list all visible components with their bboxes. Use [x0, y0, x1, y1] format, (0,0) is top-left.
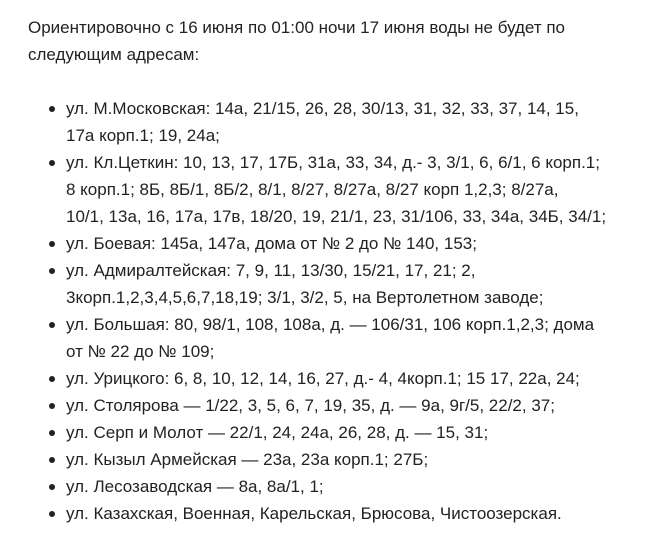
- address-item: [28, 95, 627, 149]
- address-line: ул. Большая: 80, 98/1, 108, 108а, д. — 106/31, 106 корп.1,2,3; дома: [66, 315, 595, 334]
- address-line: ул. Кл.Цеткин: 10, 13, 17, 17Б, 31а, 33, 34, д.- 3, 3/1, 6, 6/1, 6 корп.1;: [66, 153, 600, 172]
- address-item: [28, 419, 627, 446]
- intro-line: следующим адресам:: [28, 45, 200, 64]
- address-line: ул. Боевая: 145а, 147а, дома от № 2 до № 140, 153;: [66, 234, 477, 253]
- address-line: ул. Казахская, Военная, Карельская, Брюсова, Чистоозерская.: [66, 504, 562, 523]
- address-line: 8 корп.1; 8Б, 8Б/1, 8Б/2, 8/1, 8/27, 8/27а, 8/27 корп 1,2,3; 8/27а,: [66, 180, 559, 199]
- address-item: [28, 311, 627, 365]
- address-line: 10/1, 13а, 16, 17а, 17в, 18/20, 19, 21/1, 23, 31/106, 33, 34а, 34Б, 34/1;: [66, 207, 607, 226]
- address-item: [28, 473, 627, 500]
- address-item: [28, 500, 627, 527]
- address-line: ул. Лесозаводская — 8а, 8а/1, 1;: [66, 477, 324, 496]
- address-list: [28, 95, 627, 527]
- address-line: ул. Урицкого: 6, 8, 10, 12, 14, 16, 27, д.- 4, 4корп.1; 15 17, 22а, 24;: [66, 369, 580, 388]
- address-line: 17а корп.1; 19, 24а;: [66, 126, 220, 145]
- address-line: ул. Кызыл Армейская — 23а, 23а корп.1; 27Б;: [66, 450, 429, 469]
- address-item: [28, 257, 627, 311]
- address-item: [28, 392, 627, 419]
- intro-line: Ориентировочно с 16 июня по 01:00 ночи 17 июня воды не будет по: [28, 18, 565, 37]
- address-item: [28, 446, 627, 473]
- address-line: ул. Адмиралтейская: 7, 9, 11, 13/30, 15/21, 17, 21; 2,: [66, 261, 476, 280]
- intro-paragraph: [28, 14, 627, 68]
- address-line: ул. Столярова — 1/22, 3, 5, 6, 7, 19, 35, д. — 9а, 9г/5, 22/2, 37;: [66, 396, 555, 415]
- address-item: [28, 149, 627, 230]
- address-item: [28, 365, 627, 392]
- address-line: ул. М.Московская: 14а, 21/15, 26, 28, 30/13, 31, 32, 33, 37, 14, 15,: [66, 99, 579, 118]
- address-line: ул. Серп и Молот — 22/1, 24, 24а, 26, 28, д. — 15, 31;: [66, 423, 489, 442]
- address-line: 3корп.1,2,3,4,5,6,7,18,19; 3/1, 3/2, 5, на Вертолетном заводе;: [66, 288, 544, 307]
- address-line: от № 22 до № 109;: [66, 342, 215, 361]
- address-item: [28, 230, 627, 257]
